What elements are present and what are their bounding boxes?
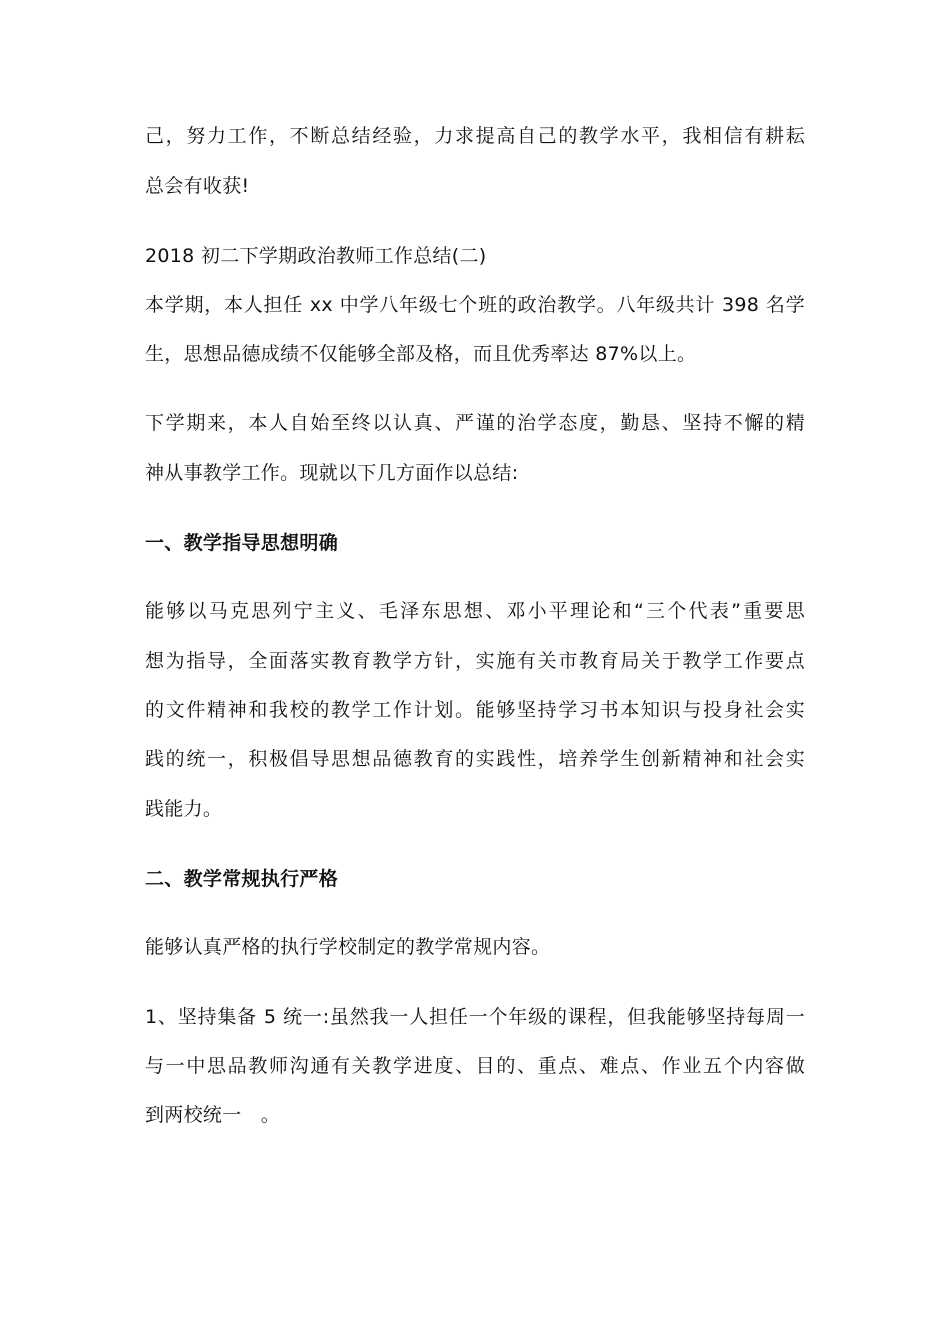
article-title: 2018 初二下学期政治教师工作总结(二) bbox=[145, 245, 487, 267]
section1-line-2: 想为指导，全面落实教育教学方针，实施有关市教育局关于教学工作要点 bbox=[145, 650, 805, 672]
section1-line-1: 能够以马克思列宁主义、毛泽东思想、邓小平理论和“三个代表”重要思 bbox=[145, 600, 805, 622]
section1-line-4: 践的统一，积极倡导思想品德教育的实践性，培养学生创新精神和社会实 bbox=[145, 748, 805, 770]
intro-line-1: 己，努力工作，不断总结经验，力求提高自己的教学水平，我相信有耕耘 bbox=[145, 125, 805, 147]
section2-item1-line-1: 1、坚持集备 5 统一:虽然我一人担任一个年级的课程，但我能够坚持每周一 bbox=[145, 1006, 805, 1028]
section1-heading: 一、教学指导思想明确 bbox=[145, 532, 339, 554]
para2-line-1: 下学期来，本人自始至终以认真、严谨的治学态度，勤恳、坚持不懈的精 bbox=[145, 412, 805, 434]
para1-line-1: 本学期，本人担任 xx 中学八年级七个班的政治教学。八年级共计 398 名学 bbox=[145, 294, 805, 316]
section2-item1-line-2: 与一中思品教师沟通有关教学进度、目的、重点、难点、作业五个内容做 bbox=[145, 1055, 805, 1077]
para2-line-2: 神从事教学工作。现就以下几方面作以总结: bbox=[145, 462, 519, 484]
para1-line-2: 生，思想品德成绩不仅能够全部及格，而且优秀率达 87%以上。 bbox=[145, 343, 697, 365]
section2-intro: 能够认真严格的执行学校制定的教学常规内容。 bbox=[145, 936, 551, 958]
section1-line-3: 的文件精神和我校的教学工作计划。能够坚持学习书本知识与投身社会实 bbox=[145, 699, 805, 721]
section1-line-5: 践能力。 bbox=[145, 798, 223, 820]
section2-heading: 二、教学常规执行严格 bbox=[145, 868, 339, 890]
intro-line-2: 总会有收获! bbox=[145, 175, 250, 197]
section2-item1-line-3: 到两校统一 。 bbox=[145, 1104, 281, 1126]
